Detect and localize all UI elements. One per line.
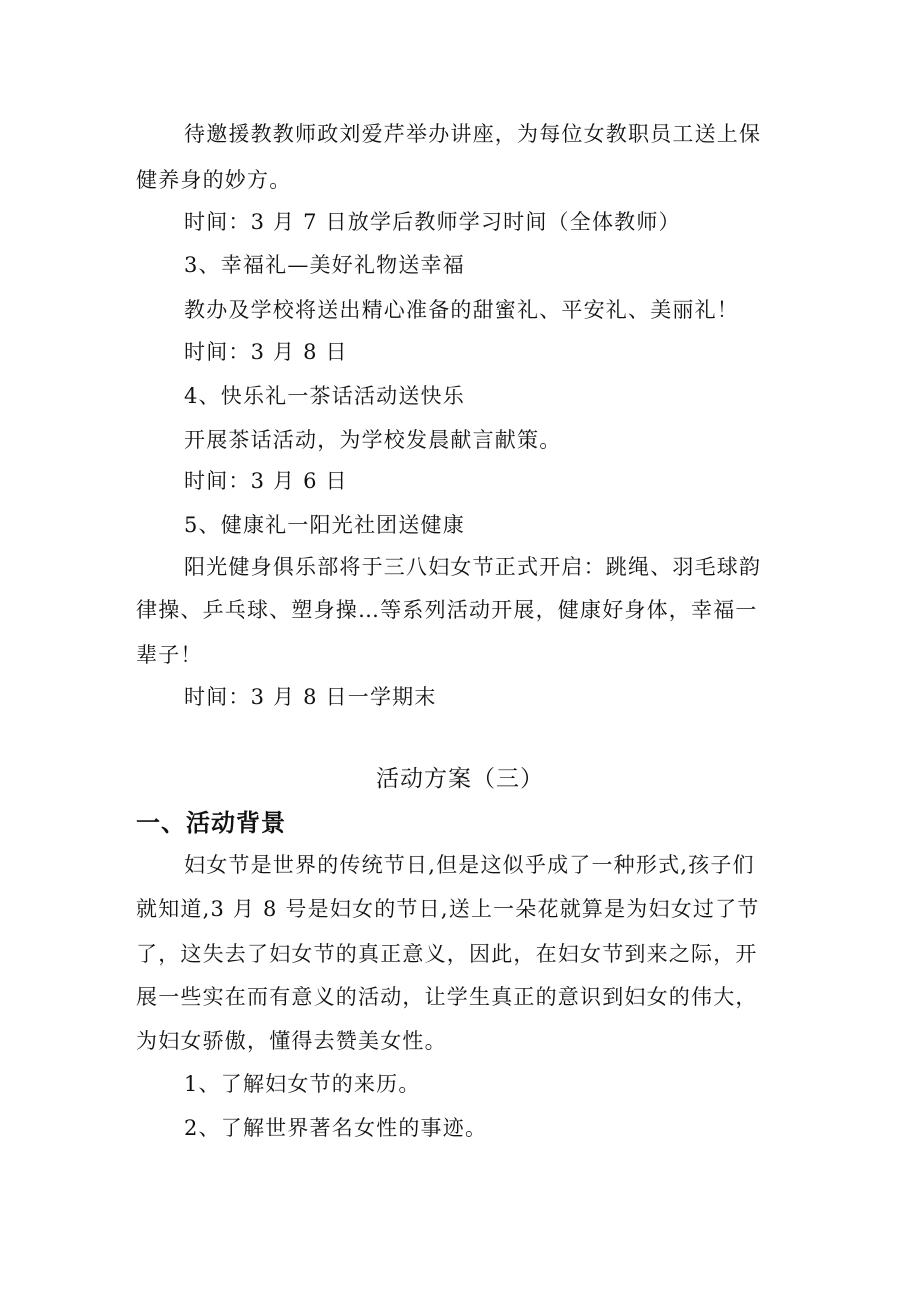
- tea-party-paragraph: 开展茶话活动，为学校发晨献言献策。: [184, 428, 562, 452]
- fitness-club-line-1: 阳光健身俱乐部将于三八妇女节正式开启：跳绳、羽毛球韵: [184, 555, 762, 579]
- paragraph-lecture-line-1: 待邀援教教师政刘爱芹举办讲座，为每位女教职员工送上保: [184, 122, 762, 146]
- list-item-3-heading: 3、幸福礼—美好礼物送幸福: [184, 253, 465, 277]
- time-line-4: 时间：3 月 8 日一学期末: [184, 685, 437, 709]
- time-line-1: 时间：3 月 7 日放学后教师学习时间（全体教师）: [184, 210, 681, 234]
- background-line-3: 了，这失去了妇女节的真正意义，因此，在妇女节到来之际，开: [136, 942, 758, 966]
- background-line-2: 就知道,3 月 8 号是妇女的节日,送上一朵花就算是为妇女过了节: [136, 897, 760, 921]
- list-item-4-heading: 4、快乐礼一茶话活动送快乐: [184, 384, 465, 408]
- time-line-3: 时间：3 月 6 日: [184, 469, 348, 493]
- fitness-club-line-3: 辈子！: [136, 643, 203, 667]
- time-line-2: 时间：3 月 8 日: [184, 340, 348, 364]
- background-line-1: 妇女节是世界的传统节日,但是这似乎成了一种形式,孩子们: [184, 853, 755, 877]
- section-title: 活动方案（三）: [376, 766, 544, 792]
- paragraph-lecture-line-2: 健养身的妙方。: [136, 168, 292, 192]
- background-line-5: 为妇女骄傲，懂得去赞美女性。: [136, 1029, 447, 1053]
- fitness-club-line-2: 律操、乒乓球、塑身操…等系列活动开展，健康好身体，幸福一: [136, 598, 758, 622]
- objective-item-2: 2、了解世界著名女性的事迹。: [184, 1116, 488, 1140]
- gift-paragraph: 教办及学校将送出精心准备的甜蜜礼、平安礼、美丽礼！: [184, 298, 739, 322]
- background-line-4: 展一些实在而有意义的活动，让学生真正的意识到妇女的伟大，: [136, 985, 758, 1009]
- list-item-5-heading: 5、健康礼一阳光社团送健康: [184, 513, 465, 537]
- section-heading: 一、活动背景: [136, 809, 286, 837]
- objective-item-1: 1、了解妇女节的来历。: [184, 1072, 421, 1096]
